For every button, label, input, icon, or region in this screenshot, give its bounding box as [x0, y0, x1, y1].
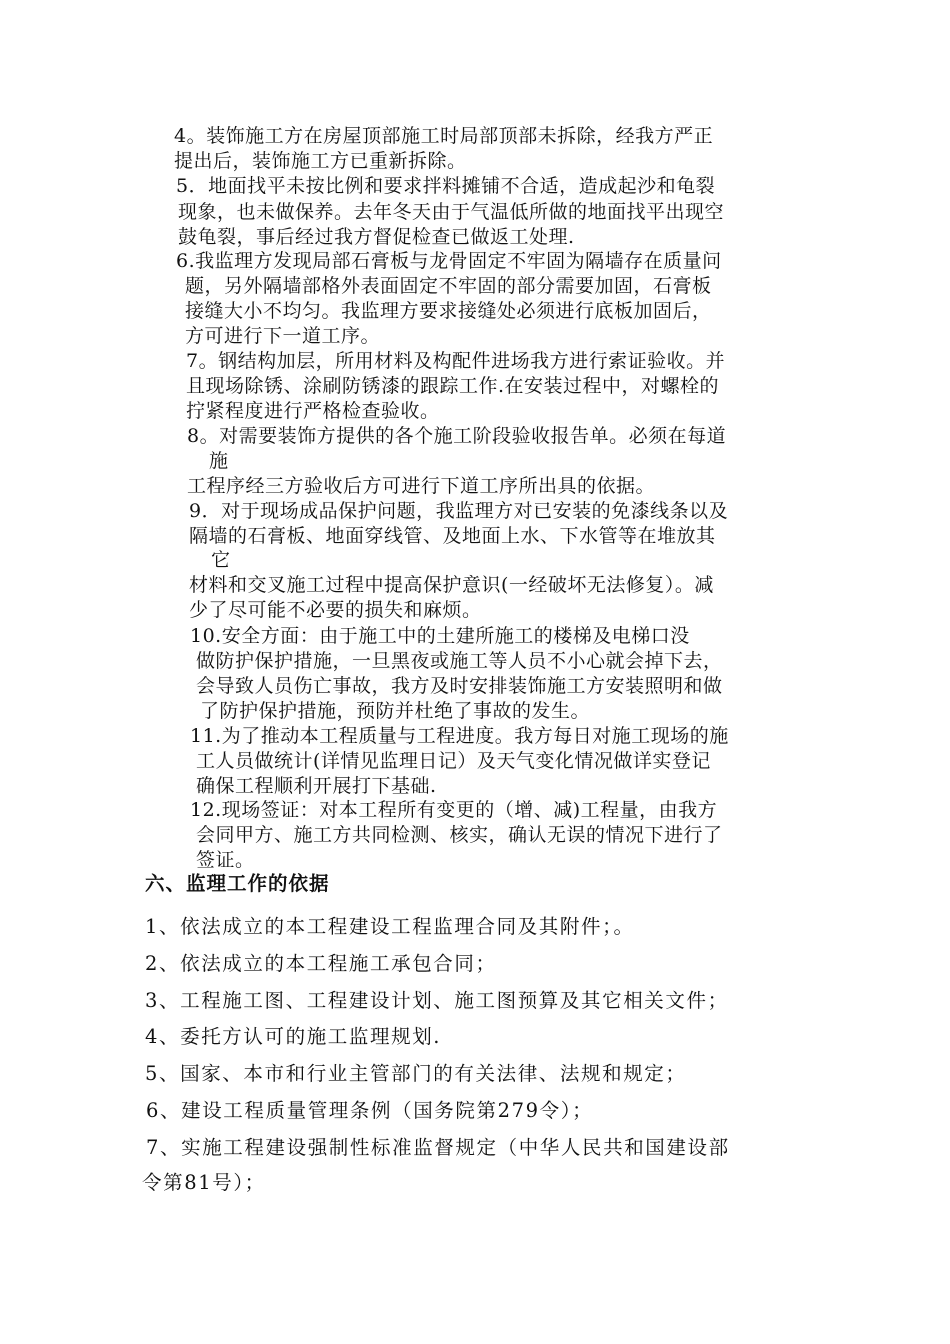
paragraph-line: 12.现场签证：对本工程所有变更的（增、减)工程量，由我方 — [190, 799, 718, 821]
paragraph-line: 会导致人员伤亡事故，我方及时安排装饰施工方安装照明和做 — [196, 675, 723, 697]
basis-item: 7、实施工程建设强制性标准监督规定（中华人民共和国建设部 — [146, 1136, 730, 1159]
paragraph-line: 工程序经三方验收后方可进行下道工序所出具的依据。 — [187, 475, 656, 497]
paragraph-line: 7。钢结构加层，所用材料及构配件进场我方进行索证验收。并 — [186, 350, 726, 372]
paragraph-line: 题，另外隔墙部格外表面固定不牢固的部分需要加固，石膏板 — [185, 275, 712, 297]
paragraph-line: 5．地面找平未按比例和要求拌料摊铺不合适，造成起沙和龟裂 — [176, 175, 716, 197]
paragraph-line: 做防护保护措施，一旦黑夜或施工等人员不小心就会掉下去， — [196, 650, 723, 672]
paragraph-line: 工人员做统计(详情见监理日记）及天气变化情况做详实登记 — [196, 750, 711, 772]
paragraph-line: 隔墙的石膏板、地面穿线管、及地面上水、下水管等在堆放其 — [189, 525, 716, 547]
paragraph-line: 材料和交叉施工过程中提高保护意识(一经破坏无法修复）。减 — [189, 574, 714, 596]
paragraph-line: 了防护保护措施，预防并杜绝了事故的发生。 — [200, 700, 591, 722]
paragraph-line: 现象，也未做保养。去年冬天由于气温低所做的地面找平出现空 — [178, 201, 725, 223]
basis-item: 4、委托方认可的施工监理规划. — [145, 1025, 442, 1048]
basis-item: 3、工程施工图、工程建设计划、施工图预算及其它相关文件； — [145, 989, 729, 1012]
paragraph-line: 确保工程顺利开展打下基础. — [196, 775, 437, 797]
paragraph-line: 6.我监理方发现局部石膏板与龙骨固定不牢固为隔墙存在质量问 — [176, 250, 722, 272]
paragraph-line: 拧紧程度进行严格检查验收。 — [186, 400, 440, 422]
paragraph-line: 8。对需要装饰方提供的各个施工阶段验收报告单。必须在每道 — [187, 425, 727, 447]
paragraph-line: 11.为了推动本工程质量与工程进度。我方每日对施工现场的施 — [190, 725, 729, 747]
paragraph-line: 鼓龟裂，事后经过我方督促检查已做返工处理. — [178, 226, 575, 248]
paragraph-line: 4。装饰施工方在房屋顶部施工时局部顶部未拆除，经我方严正 — [174, 125, 714, 147]
basis-item: 令第81号）； — [142, 1171, 266, 1194]
paragraph-line: 少了尽可能不必要的损失和麻烦。 — [189, 599, 482, 621]
basis-item: 1、依法成立的本工程建设工程监理合同及其附件；。 — [145, 915, 635, 938]
paragraph-line: 它 — [211, 549, 231, 571]
paragraph-line: 施 — [209, 450, 229, 472]
basis-item: 6、建设工程质量管理条例（国务院第279令）； — [146, 1099, 594, 1122]
paragraph-line: 9．对于现场成品保护问题，我监理方对已安装的免漆线条以及 — [189, 500, 729, 522]
paragraph-line: 会同甲方、施工方共同检测、核实，确认无误的情况下进行了 — [196, 824, 723, 846]
basis-item: 5、国家、本市和行业主管部门的有关法律、法规和规定； — [145, 1062, 687, 1085]
paragraph-line: 提出后，装饰施工方已重新拆除。 — [174, 150, 467, 172]
paragraph-line: 10.安全方面：由于施工中的土建所施工的楼梯及电梯口没 — [190, 625, 690, 647]
paragraph-line: 签证。 — [196, 849, 255, 871]
paragraph-line: 且现场除锈、涂刷防锈漆的跟踪工作.在安装过程中，对螺栓的 — [186, 375, 720, 397]
section-heading: 六、监理工作的依据 — [145, 872, 330, 895]
basis-item: 2、依法成立的本工程施工承包合同； — [145, 952, 497, 975]
paragraph-line: 方可进行下一道工序。 — [185, 325, 381, 347]
paragraph-line: 接缝大小不均匀。我监理方要求接缝处必须进行底板加固后， — [185, 300, 712, 322]
